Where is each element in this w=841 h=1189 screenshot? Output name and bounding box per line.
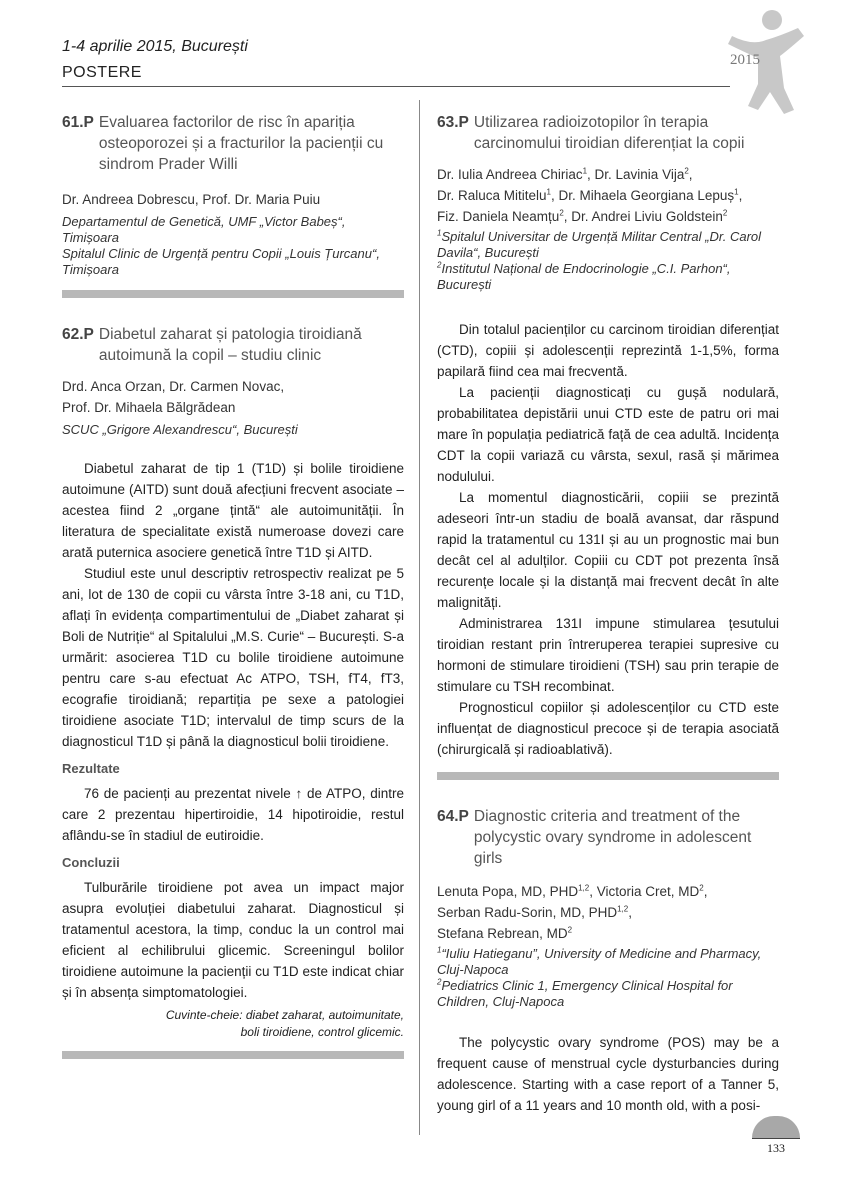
column-divider (419, 100, 420, 1135)
abstract-number: 62.P (62, 326, 94, 343)
body-paragraph: Din totalul pacienților cu carcinom tiroidian diferențiat (CTD), copiii și adolescenții reprezintă 1-1,5%, forma papilară fiind cea mai frecventă. (437, 322, 779, 379)
section-separator-bar (62, 1051, 404, 1059)
abstract-authors: Lenuta Popa, MD, PHD$^{1,2}$, Victoria Cret, $MD^2$, (437, 883, 708, 899)
abstract-63 (437, 112, 779, 760)
abstract-title-text: Evaluarea factorilor de risc în apariția osteoporozei și a fracturilor la pacienții cu sindrom Prader Willi (98, 114, 384, 173)
body-paragraph: Administrarea 131I impune stimularea țesutului tiroidian restant prin întreruperea terapiei supresive cu hormoni de stimulare tiroidieni (TSH) sau prin terapie de stimulare cu TSH recombinat. (437, 616, 779, 694)
abstract-number: 63.P (437, 114, 469, 131)
abstract-authors: Stefana Rebrean, $MD^2$ (437, 925, 573, 941)
logo-year-text: 2015 (730, 52, 760, 68)
abstract-64-title (437, 806, 779, 869)
header-divider (62, 86, 730, 87)
abstract-authors: Serban Radu-Sorin, MD, PHD$^{1,2}$, (437, 904, 632, 920)
keywords-line: Cuvinte-cheie: diabet zaharat, autoimunitate, (165, 1008, 404, 1022)
abstract-authors: Dr. Iulia Andreea Chiriac$^1$, Dr. Lavinia Vija$^2$, (437, 166, 693, 182)
right-column (437, 112, 779, 1116)
keywords-line: boli tiroidiene, control glicemic. (240, 1025, 404, 1039)
abstract-body (62, 458, 404, 1003)
abstract-affiliation: $^1$Spitalul Universitar de Urgență Militar Central „Dr. Carol Davila“, București (437, 228, 762, 260)
abstract-64 (437, 806, 779, 1116)
body-paragraph: Prognosticul copiilor și adolescenților cu CTD este influențat de diagnosticul precoce și de terapia asociată (chirurgicală și radioablativă). (437, 700, 779, 757)
abstract-title-text: Utilizarea radioizotopilor în terapia carcinomului tiroidian diferențiat la copii (473, 114, 745, 152)
abstract-authors: Fiz. Daniela Neamțu$^2$, Dr. Andrei Liviu Goldstein$^2$ (437, 208, 728, 224)
abstract-61-title (62, 112, 404, 175)
abstract-body (437, 1032, 779, 1116)
keywords (62, 1007, 404, 1041)
abstract-62 (62, 324, 404, 1041)
body-paragraph: Tulburările tiroidiene pot avea un impact major asupra evoluției diabetului zaharat. Diagnosticul și tratamentul acestora, la timp, conduc la un control mai eficient al echilibrului glicemic. Screeningul bolilor tiroidiene autoimune la pacienții cu T1D este indicat chiar și în absența simptomatologiei. (62, 880, 404, 1000)
body-paragraph: La pacienții diagnosticați cu gușă nodulară, probabilitatea depistării unui CTD este de patru ori mai mare în populația pediatrică față de cea adultă. Incidența CDT la copii variază cu vârsta, sexul, rasă și mărimea nodulului. (437, 385, 779, 484)
abstract-affiliation: $^1$“Iuliu Hatieganu”, University of Medicine and Pharmacy, Cluj-Napoca (437, 945, 762, 977)
body-paragraph: The polycystic ovary syndrome (POS) may be a frequent cause of menstrual cycle dysturbancies during adolescence. Starting with a case report of a Tanner 5, young girl of a 11 years and 10 month old, with a posi- (437, 1035, 779, 1113)
abstract-title-text: Diagnostic criteria and treatment of the polycystic ovary syndrome in adolescent girls (473, 808, 752, 867)
abstract-affiliation: Spitalul Clinic de Urgență pentru Copii „Louis Țurcanu“, Timișoara (62, 246, 380, 277)
page-number-divider (752, 1138, 800, 1139)
abstract-authors: Dr. Raluca Mititelu$^1$, Dr. Mihaela Georgiana Lepuș$^1$, (437, 187, 743, 203)
abstract-affiliation: $^2$Institutul Național de Endocrinologie „C.I. Parhon“, București (437, 260, 731, 292)
abstract-authors: Prof. Dr. Mihaela Bălgrădean (62, 400, 236, 415)
abstract-affiliation: $^2$Pediatrics Clinic 1, Emergency Clinical Hospital for Children, Cluj-Napoca (437, 977, 733, 1009)
abstract-number: 64.P (437, 808, 469, 825)
body-paragraph: Studiul este unul descriptiv retrospectiv realizat pe 5 ani, lot de 130 de copii cu vârsta între 3-18 ani, cu T1D, aflați în evidența compartimentului de „Diabet zaharat și Boli de Nutriție“ al Spitalului „M.S. Curie“ – București. S-a urmărit: asocierea T1D cu bolile tiroidiene autoimune pentru care s-au efectuat Ac ATPO, TSH, fT4, fT3, ecografie tiroidiană; repartiția pe sexe a patologiei tiroidiene asociate T1D; intervalul de timp scurs de la diagnosticul T1D și până la diagnosticul bolii tiroidiene. (62, 566, 404, 749)
abstract-body (437, 319, 779, 760)
abstract-61 (62, 112, 404, 278)
header-date-location: 1-4 aprilie 2015, București (62, 38, 248, 55)
person-figure-logo-icon (722, 6, 812, 116)
conclusions-heading: Concluzii (62, 855, 120, 870)
section-separator-bar (62, 290, 404, 298)
body-paragraph: Diabetul zaharat de tip 1 (T1D) și bolile tiroidiene autoimune (AITD) sunt două afecțiuni frecvent asociate – acestea fiind 2 „organe țintă“ ale autoimunității. În literatura de specialitate există numeroase dovezi care arată puternica asociere genetică între T1D și AITD. (62, 461, 404, 560)
abstract-affiliation: SCUC „Grigore Alexandrescu“, București (62, 422, 298, 437)
section-separator-bar (437, 772, 779, 780)
results-heading: Rezultate (62, 761, 120, 776)
page-number: 133 (767, 1141, 785, 1155)
abstract-authors: Dr. Andreea Dobrescu, Prof. Dr. Maria Puiu (62, 192, 321, 207)
abstract-63-title (437, 112, 779, 154)
page-number-tab (752, 1116, 800, 1138)
abstract-62-title (62, 324, 404, 366)
body-paragraph: La momentul diagnosticării, copiii se prezintă adeseori într-un stadiu de boală avansat, dar răspund rapid la tratamentul cu 131I și au un prognostic mai bun decât cel al adulților. Copiii cu CDT pot prezenta însă recurențe locale și la distanță mai frecvent decât în alte malignități. (437, 490, 779, 610)
header-section-title: POSTERE (62, 64, 142, 81)
abstract-title-text: Diabetul zaharat și patologia tiroidiană autoimună la copil – studiu clinic (98, 326, 362, 364)
abstract-affiliation: Departamentul de Genetică, UMF „Victor Babeș“, Timișoara (62, 214, 346, 245)
abstract-number: 61.P (62, 114, 94, 131)
body-paragraph: 76 de pacienți au prezentat nivele ↑ de ATPO, dintre care 2 prezentau hipertiroidie, 14 hipotiroidie, restul aflându-se în stadiul de eutiroidie. (62, 786, 404, 843)
left-column (62, 112, 404, 1059)
abstract-authors: Drd. Anca Orzan, Dr. Carmen Novac, (62, 379, 285, 394)
